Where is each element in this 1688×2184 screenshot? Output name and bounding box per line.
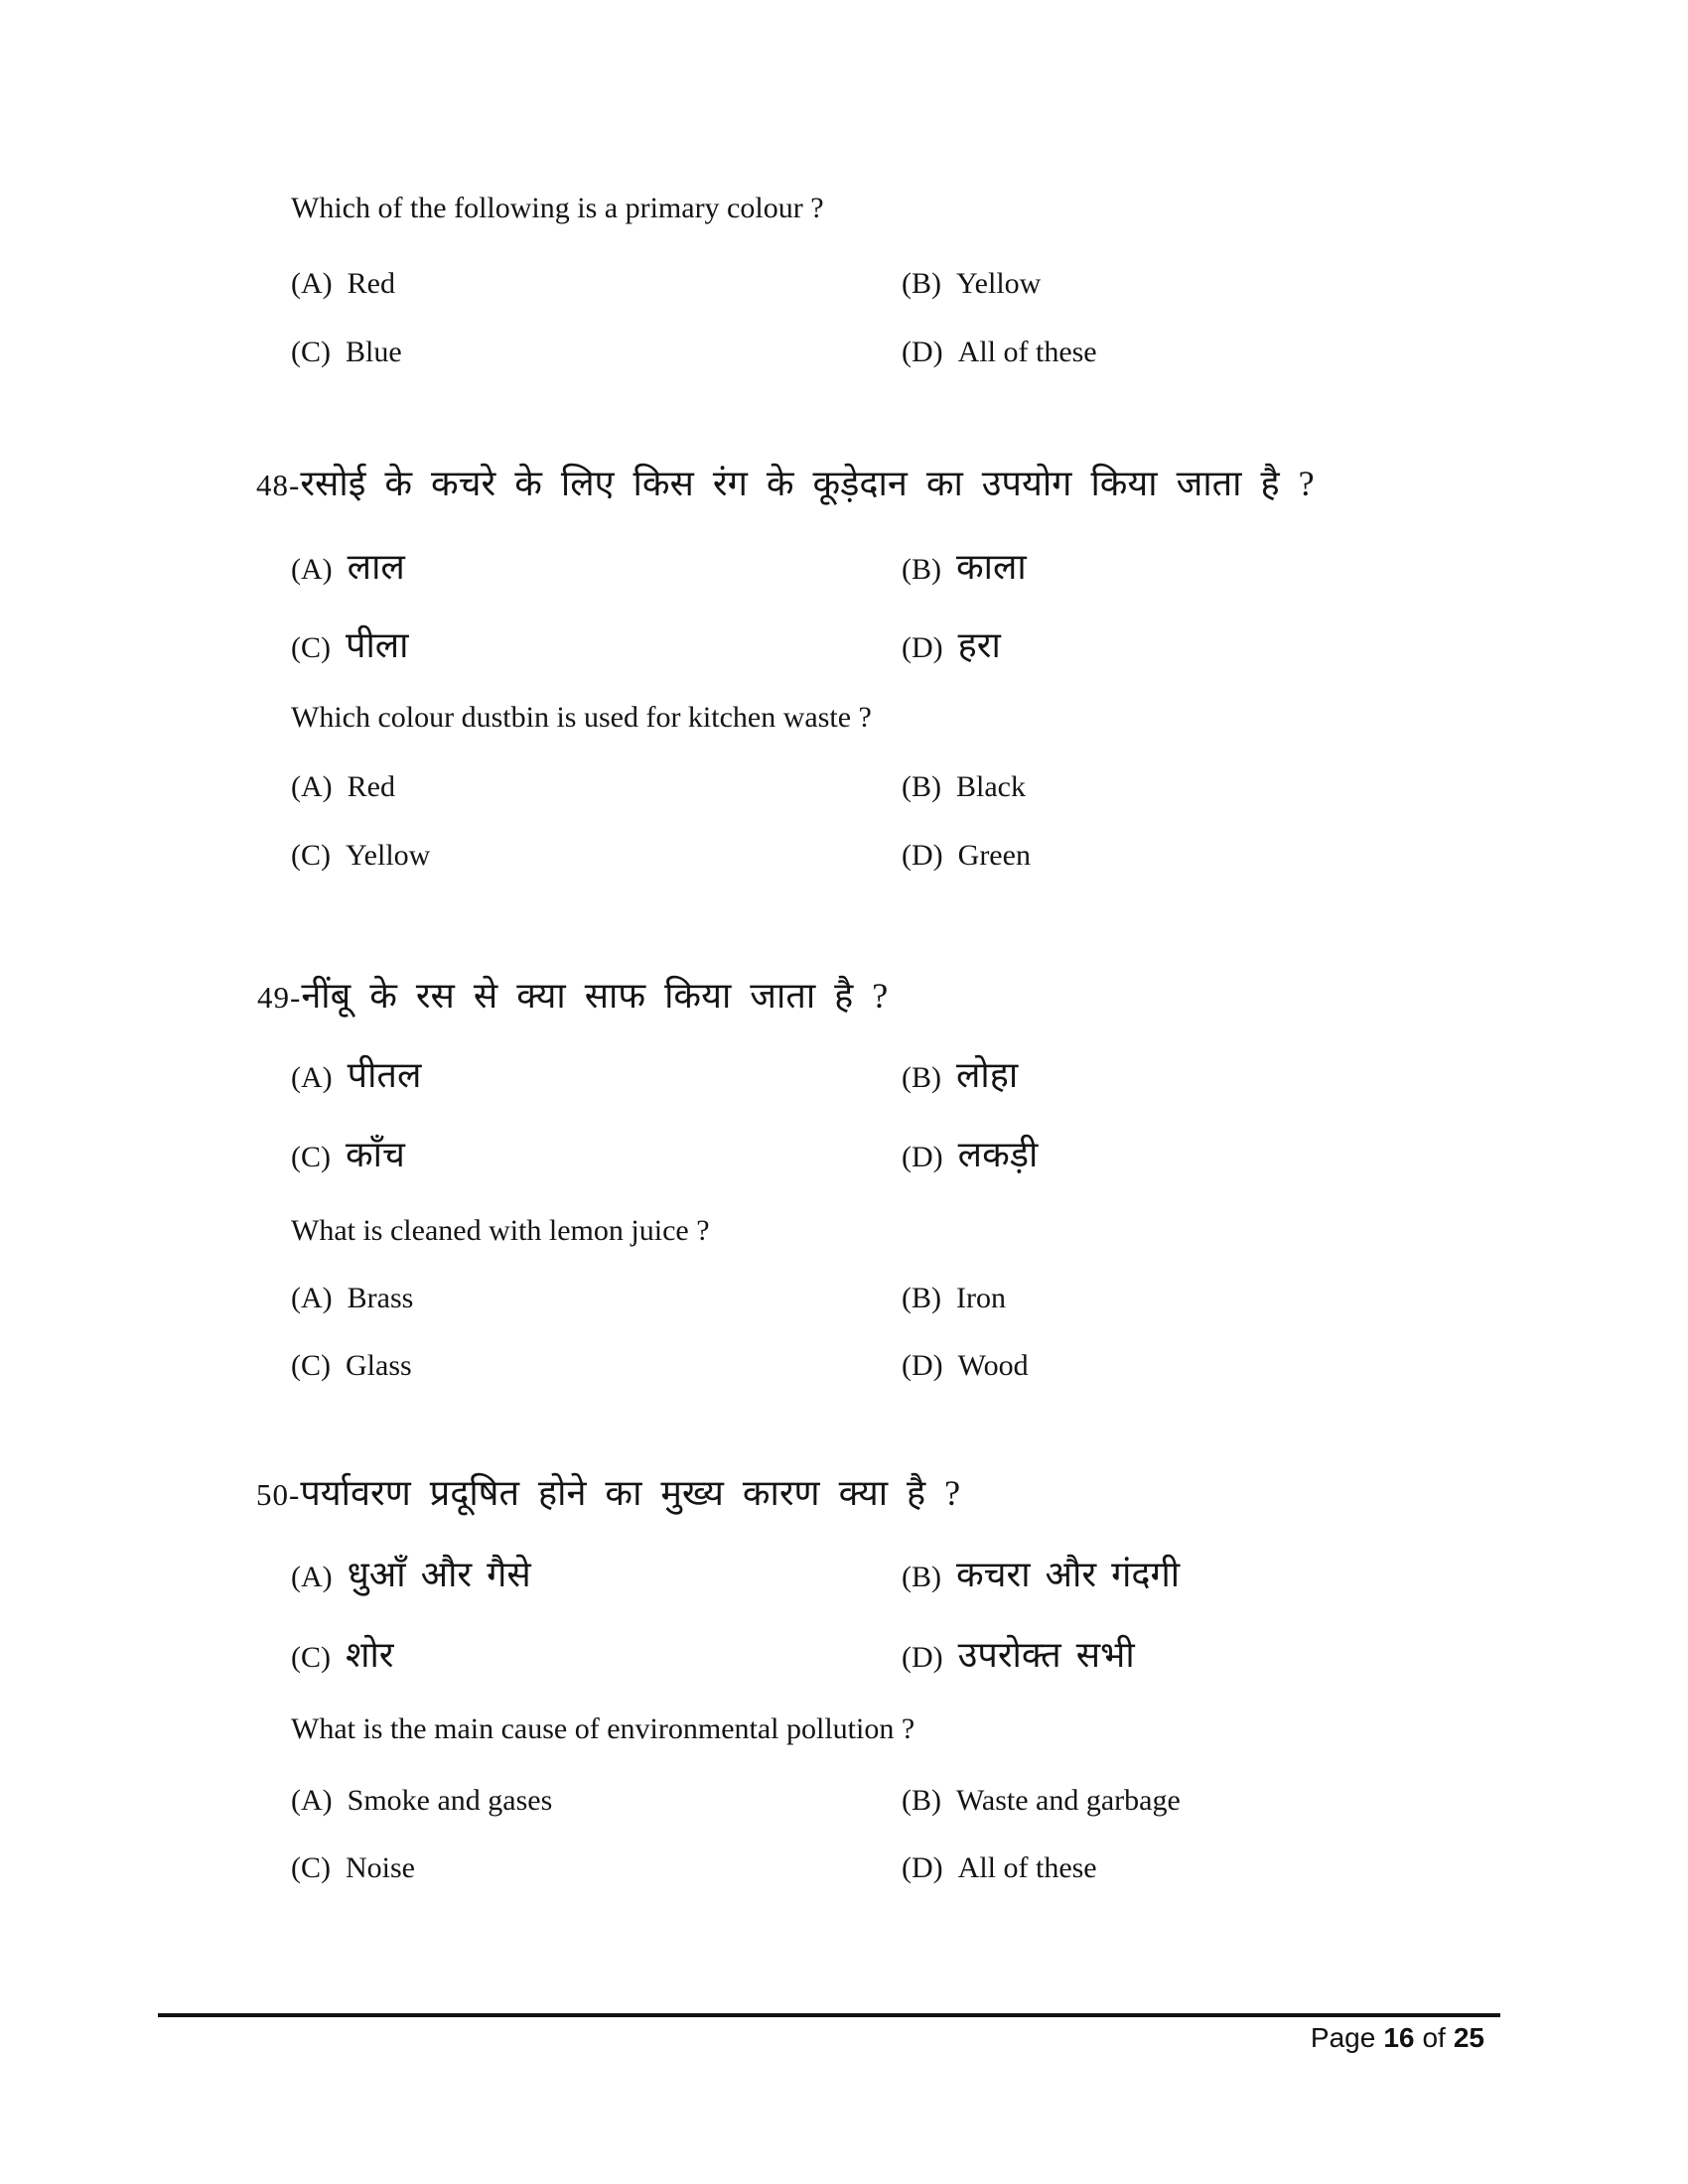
question-48-hindi-option-d bbox=[902, 619, 1001, 668]
question-47-option-d bbox=[902, 335, 1097, 370]
question-49-hindi-text: नींबू के रस से क्या साफ किया जाता है ? bbox=[301, 976, 889, 1016]
current-page-number: 16 bbox=[1383, 2022, 1415, 2053]
option-key: (C) bbox=[291, 1851, 331, 1884]
question-50-option-d bbox=[902, 1850, 1097, 1886]
option-key: (B) bbox=[902, 1061, 941, 1094]
question-48-hindi-option-c bbox=[291, 619, 409, 668]
option-label: Wood bbox=[957, 1349, 1029, 1382]
option-key: (A) bbox=[291, 553, 333, 586]
option-label: लोहा bbox=[956, 1055, 1019, 1095]
question-50-option-c bbox=[291, 1850, 415, 1886]
question-48-option-d bbox=[902, 838, 1031, 874]
option-label: Yellow bbox=[346, 839, 431, 872]
option-label: Blue bbox=[346, 336, 402, 368]
option-key: (C) bbox=[291, 1641, 331, 1674]
option-key: (D) bbox=[902, 1349, 943, 1382]
option-label: हरा bbox=[957, 625, 1001, 665]
option-label: लकड़ी bbox=[957, 1135, 1039, 1174]
option-label: All of these bbox=[957, 336, 1097, 368]
option-label: Iron bbox=[956, 1282, 1006, 1314]
option-label: उपरोक्त सभी bbox=[957, 1635, 1135, 1675]
option-label: All of these bbox=[957, 1851, 1097, 1884]
option-key: (C) bbox=[291, 1349, 331, 1382]
page-label: Page bbox=[1310, 2022, 1376, 2053]
of-label: of bbox=[1422, 2022, 1446, 2053]
question-47-option-b bbox=[902, 266, 1041, 302]
option-key: (A) bbox=[291, 1561, 333, 1593]
question-49-hindi-option-b bbox=[902, 1049, 1018, 1098]
option-key: (A) bbox=[291, 770, 333, 803]
question-49-option-c bbox=[291, 1348, 412, 1384]
question-49-hindi-option-d bbox=[902, 1129, 1038, 1177]
option-label: काला bbox=[956, 547, 1027, 587]
option-label: लाल bbox=[347, 547, 405, 587]
question-50-hindi-option-d bbox=[902, 1629, 1135, 1678]
question-50-hindi-option-b bbox=[902, 1549, 1180, 1597]
question-48-hindi-option-b bbox=[902, 541, 1027, 590]
option-key: (B) bbox=[902, 1282, 941, 1314]
question-47-option-c bbox=[291, 335, 402, 370]
question-number: 48- bbox=[256, 468, 301, 502]
option-label: काँच bbox=[346, 1135, 405, 1174]
question-49-option-b bbox=[902, 1281, 1006, 1316]
question-50-hindi-option-c bbox=[291, 1629, 394, 1678]
option-key: (C) bbox=[291, 1141, 331, 1173]
question-47-english-text: Which of the following is a primary colour ? bbox=[291, 192, 824, 224]
question-50-english-text: What is the main cause of environmental pollution ? bbox=[291, 1712, 915, 1745]
option-key: (B) bbox=[902, 770, 941, 803]
question-49-option-a bbox=[291, 1281, 413, 1316]
option-key: (A) bbox=[291, 1061, 333, 1094]
question-47-option-a bbox=[291, 266, 395, 302]
question-48-option-b bbox=[902, 769, 1026, 805]
option-key: (D) bbox=[902, 1641, 943, 1674]
question-48-option-c bbox=[291, 838, 430, 874]
option-label: Green bbox=[957, 839, 1031, 872]
option-label: Brass bbox=[347, 1282, 414, 1314]
option-label: Noise bbox=[346, 1851, 415, 1884]
question-48-english-text: Which colour dustbin is used for kitchen waste ? bbox=[291, 701, 872, 734]
question-49-option-d bbox=[902, 1348, 1029, 1384]
question-50-option-b bbox=[902, 1783, 1181, 1819]
question-50-hindi-line bbox=[256, 1467, 960, 1521]
question-48-option-a bbox=[291, 769, 395, 805]
option-label: Glass bbox=[346, 1349, 412, 1382]
option-key: (A) bbox=[291, 267, 333, 300]
option-key: (B) bbox=[902, 1784, 941, 1817]
option-key: (D) bbox=[902, 1851, 943, 1884]
option-key: (D) bbox=[902, 839, 943, 872]
question-number: 49- bbox=[257, 980, 302, 1015]
option-key: (C) bbox=[291, 839, 331, 872]
question-49-hindi-line bbox=[257, 970, 888, 1024]
option-key: (D) bbox=[902, 336, 943, 368]
option-key: (C) bbox=[291, 336, 331, 368]
option-key: (B) bbox=[902, 553, 941, 586]
option-key: (B) bbox=[902, 1561, 941, 1593]
option-label: Smoke and gases bbox=[347, 1784, 553, 1817]
question-48-hindi-option-a bbox=[291, 541, 405, 590]
option-key: (B) bbox=[902, 267, 941, 300]
option-label: पीला bbox=[346, 625, 409, 665]
option-label: Waste and garbage bbox=[956, 1784, 1181, 1817]
option-label: शोर bbox=[346, 1635, 394, 1675]
question-50-hindi-option-a bbox=[291, 1549, 531, 1597]
option-key: (A) bbox=[291, 1282, 333, 1314]
question-50-option-a bbox=[291, 1783, 552, 1819]
question-49-hindi-option-a bbox=[291, 1049, 421, 1098]
option-label: Red bbox=[347, 267, 395, 300]
question-number: 50- bbox=[256, 1477, 301, 1512]
question-48-hindi-text: रसोई के कचरे के लिए किस रंग के कूड़ेदान का उपयोग किया जाता है ? bbox=[300, 464, 1315, 503]
option-label: कचरा और गंदगी bbox=[956, 1555, 1181, 1594]
total-pages-number: 25 bbox=[1453, 2022, 1484, 2053]
option-key: (D) bbox=[902, 1141, 943, 1173]
question-50-hindi-text: पर्यावरण प्रदूषित होने का मुख्य कारण क्या है ? bbox=[300, 1473, 961, 1513]
option-label: पीतल bbox=[347, 1055, 422, 1095]
page-number-indicator bbox=[1311, 2021, 1484, 2055]
question-48-hindi-line bbox=[256, 458, 1315, 511]
option-label: धुआँ और गैसे bbox=[347, 1555, 531, 1594]
option-label: Yellow bbox=[956, 267, 1042, 300]
option-key: (C) bbox=[291, 631, 331, 664]
footer-divider bbox=[158, 2013, 1500, 2017]
option-key: (D) bbox=[902, 631, 943, 664]
option-label: Red bbox=[347, 770, 395, 803]
option-key: (A) bbox=[291, 1784, 333, 1817]
question-49-english-text: What is cleaned with lemon juice ? bbox=[291, 1214, 710, 1247]
question-49-hindi-option-c bbox=[291, 1129, 405, 1177]
option-label: Black bbox=[956, 770, 1026, 803]
